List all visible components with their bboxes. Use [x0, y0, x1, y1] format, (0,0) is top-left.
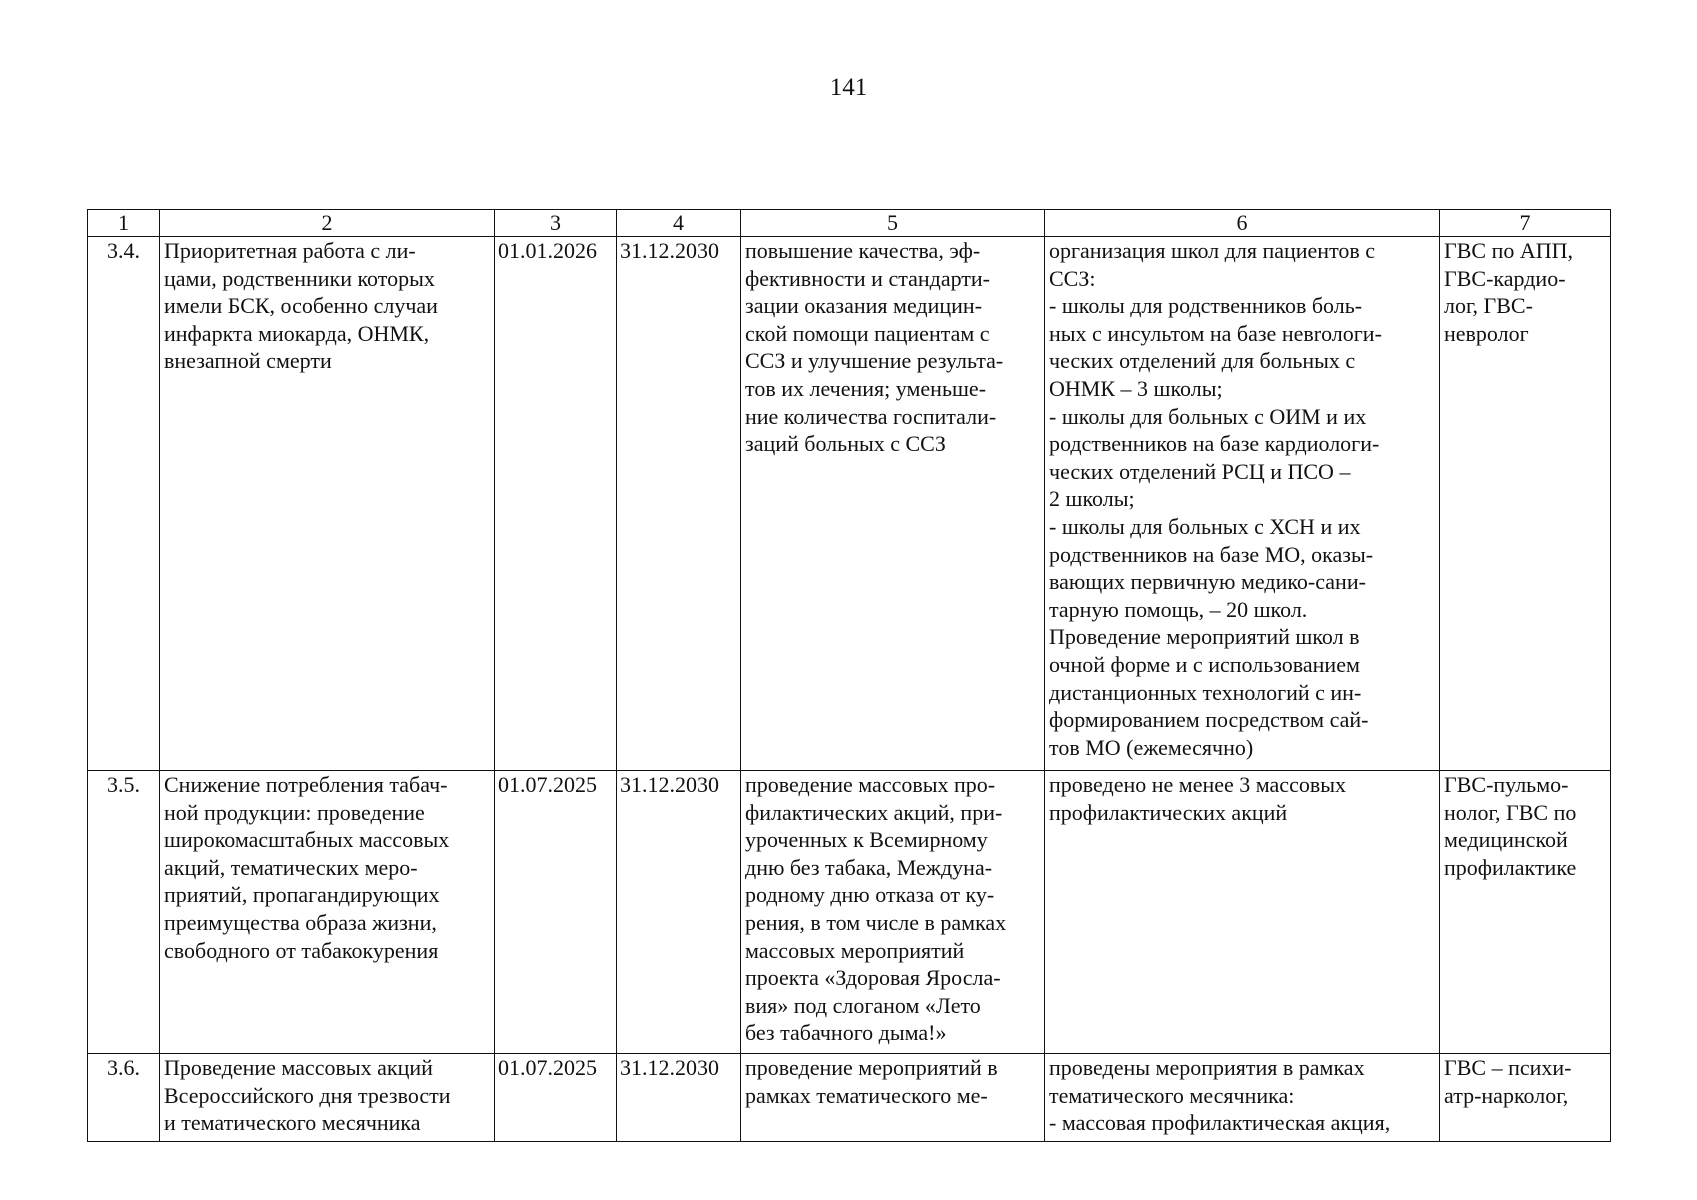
responsible-cell — [1440, 771, 1611, 1054]
responsible-text: ГВС по АПП, ГВС-кардио- лог, ГВС- невролог — [1444, 238, 1574, 346]
col-header-6: 6 — [1045, 210, 1440, 237]
col-header-1: 1 — [88, 210, 160, 237]
responsible-cell — [1440, 1054, 1611, 1142]
start-date: 01.01.2026 — [495, 237, 617, 771]
goal-cell — [741, 1054, 1045, 1142]
result-cell — [1045, 1054, 1440, 1142]
table-row — [88, 237, 1611, 771]
col-header-3: 3 — [495, 210, 617, 237]
responsible-cell — [1440, 237, 1611, 771]
result-cell — [1045, 237, 1440, 771]
result-text: проведено не менее 3 массовых профилактических акций — [1049, 772, 1346, 825]
goal-text: проведение мероприятий в рамках тематического ме- — [745, 1055, 998, 1108]
responsible-text: ГВС-пульмо- нолог, ГВС по медицинской профилактике — [1444, 772, 1577, 880]
start-date: 01.07.2025 — [495, 771, 617, 1054]
col-header-2: 2 — [160, 210, 495, 237]
measure-text: Снижение потребления табач- ной продукции: проведение широкомасштабных массовых акций, тематических меро- приятий, пропагандирующих преимущества образа жизни, свободного от табакокурения — [164, 772, 450, 963]
goal-text: проведение массовых про- филактических акций, при- уроченных к Всемирному дню без табака, Междуна- родному дню отказа от ку- рения, в том числе в рамках массовых мероприятий проекта «Здоровая Яросла- вия» под слоганом «Лето без табачного дыма!» — [745, 772, 1007, 1046]
end-date: 31.12.2030 — [617, 771, 741, 1054]
col-header-4: 4 — [617, 210, 741, 237]
responsible-text: ГВС – психи- атр-нарколог, — [1444, 1055, 1572, 1108]
row-number: 3.5. — [88, 771, 160, 1054]
measure-cell — [160, 1054, 495, 1142]
table-row — [88, 1054, 1611, 1142]
start-date: 01.07.2025 — [495, 1054, 617, 1142]
goal-cell — [741, 237, 1045, 771]
header-row — [88, 210, 1611, 237]
measure-cell — [160, 237, 495, 771]
end-date: 31.12.2030 — [617, 1054, 741, 1142]
result-text: организация школ для пациентов с ССЗ: - школы для родственников боль- ных с инсультом на базе невrологи- ческих отделений для больных с ОНМК – 3 школы; - школы для больных с ОИМ и их родственников на базе кардиологи- ческих отделений РСЦ и ПСО – 2 школы; - школы для больных с ХСН и их родственников на базе МО, оказы- вающих первичную медико-сани- тарную помощь, – 20 школ. Проведение мероприятий школ в очной форме и с использованием дистанционных технологий с ин- формированием посредством сай- тов МО (ежемесячно) — [1049, 238, 1382, 760]
result-cell — [1045, 771, 1440, 1054]
page-number: 141 — [829, 74, 868, 101]
row-number: 3.4. — [88, 237, 160, 771]
measure-cell — [160, 771, 495, 1054]
table-row — [88, 771, 1611, 1054]
end-date: 31.12.2030 — [617, 237, 741, 771]
goal-cell — [741, 771, 1045, 1054]
measure-text: Проведение массовых акций Всероссийского дня трезвости и тематического месячника — [164, 1055, 451, 1136]
goal-text: повышение качества, эф- фективности и стандарти- зации оказания медицин- ской помощи пациентам с ССЗ и улучшение результа- тов их лечения; уменьше- ние количества госпитали- заций больных с ССЗ — [745, 238, 1004, 457]
col-header-5: 5 — [741, 210, 1045, 237]
measures-table — [87, 209, 1611, 1142]
row-number: 3.6. — [88, 1054, 160, 1142]
col-header-7: 7 — [1440, 210, 1611, 237]
measure-text: Приоритетная работа с ли- цами, родственники которых имели БСК, особенно случаи инфаркта миокарда, ОНМК, внезапной смерти — [164, 238, 438, 374]
result-text: проведены мероприятия в рамках тематического месячника: - массовая профилактическая акция, — [1049, 1055, 1391, 1136]
